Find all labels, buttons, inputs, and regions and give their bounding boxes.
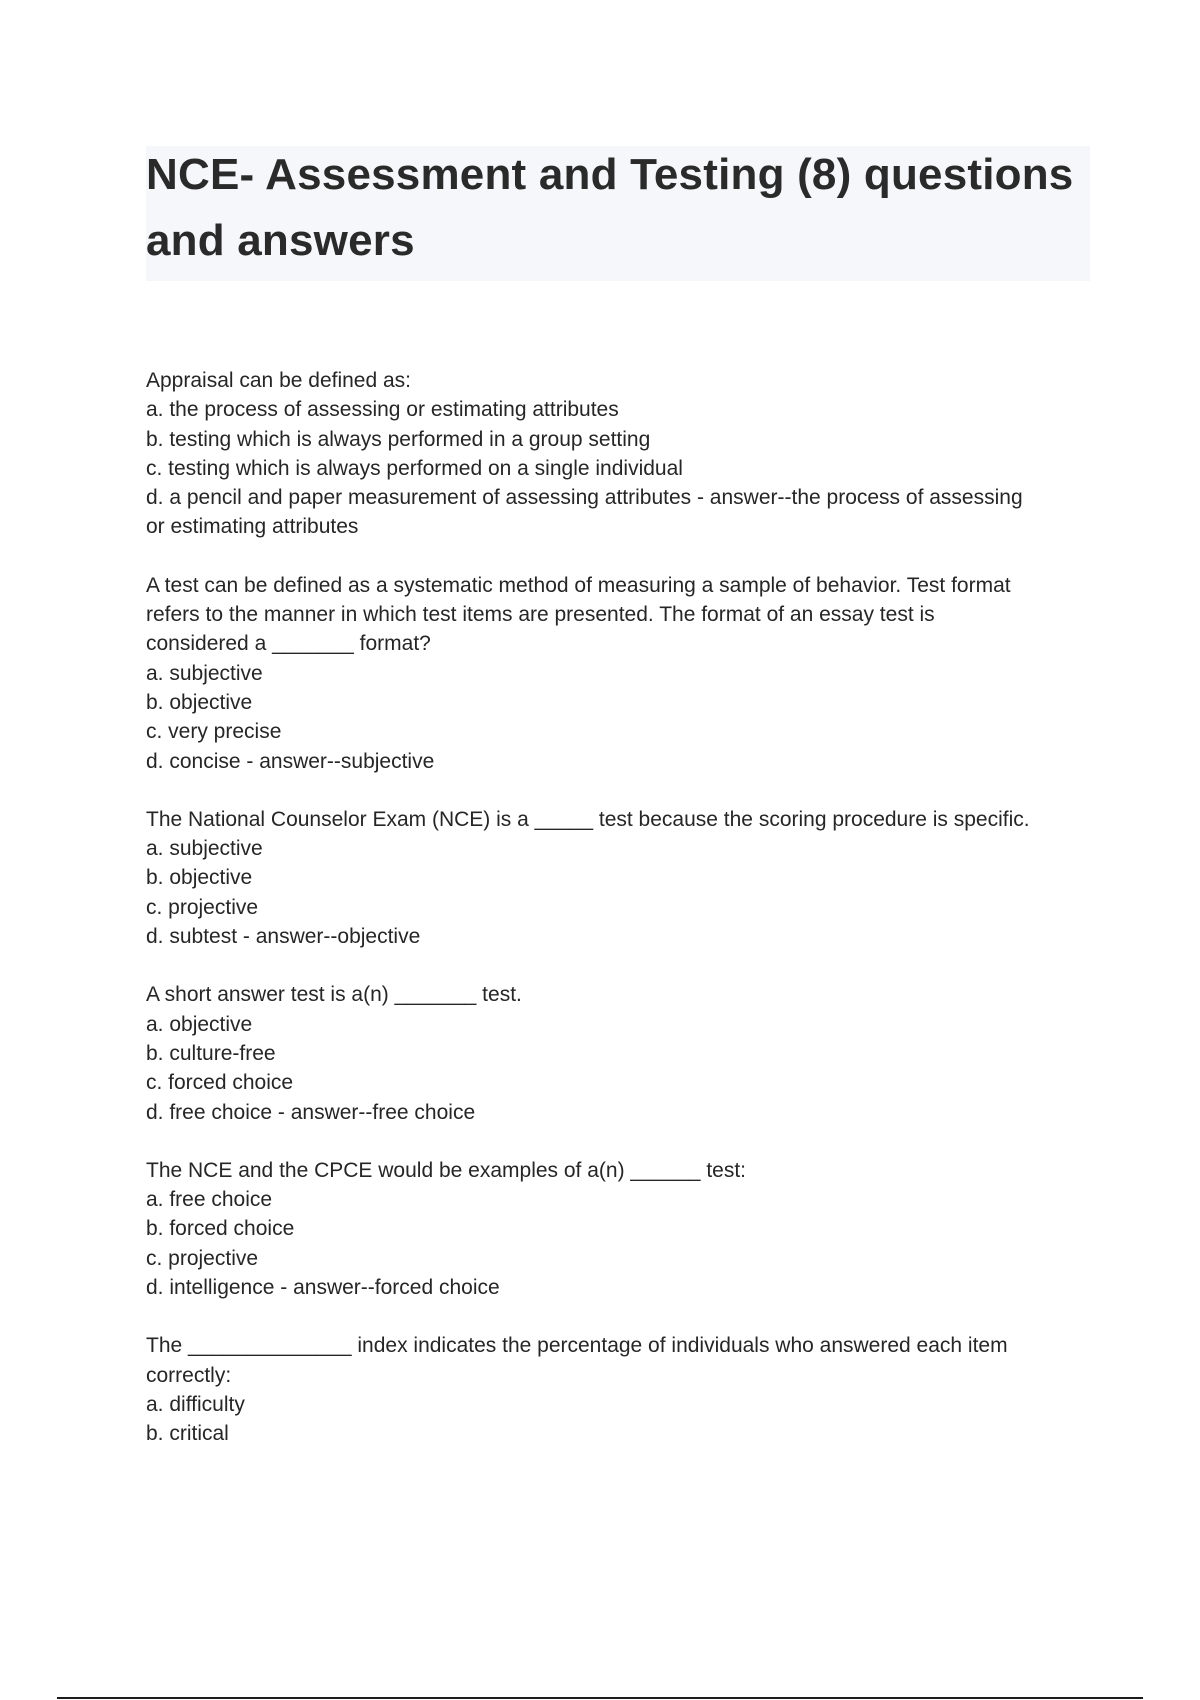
question-line: d. intelligence - answer--forced choice	[146, 1276, 500, 1300]
question-line: c. projective	[146, 1246, 259, 1270]
question-line: a. the process of assessing or estimating attributes	[146, 398, 619, 422]
question-line: c. projective	[146, 895, 259, 919]
question-line: a. subjective	[146, 837, 263, 861]
questions-list	[146, 366, 1086, 1478]
question-block	[146, 1331, 1086, 1448]
question-line: b. critical	[146, 1422, 229, 1446]
page-divider	[57, 1697, 1143, 1699]
question-line: d. concise - answer--subjective	[146, 749, 435, 773]
question-line: b. objective	[146, 866, 253, 890]
question-line: or estimating attributes	[146, 515, 359, 539]
question-line: d. a pencil and paper measurement of assessing attributes - answer--the process of assessing	[146, 486, 1023, 510]
question-line: considered a _______ format?	[146, 632, 431, 656]
question-block	[146, 1156, 1086, 1302]
question-line: The National Counselor Exam (NCE) is a _____ test because the scoring procedure is specific.	[146, 807, 1030, 831]
question-line: a. subjective	[146, 661, 263, 685]
question-line: A test can be defined as a systematic method of measuring a sample of behavior. Test format	[146, 573, 1011, 597]
question-line: b. forced choice	[146, 1217, 295, 1241]
question-block	[146, 805, 1086, 951]
question-line: The NCE and the CPCE would be examples of a(n) ______ test:	[146, 1158, 746, 1182]
question-line: a. difficulty	[146, 1392, 245, 1416]
question-line: a. objective	[146, 1012, 253, 1036]
question-line: c. forced choice	[146, 1071, 294, 1095]
question-line: b. testing which is always performed in a group setting	[146, 427, 651, 451]
question-block	[146, 366, 1086, 542]
question-line: The ______________ index indicates the percentage of individuals who answered each item	[146, 1334, 1008, 1358]
question-line: A short answer test is a(n) _______ test.	[146, 983, 522, 1007]
question-line: b. objective	[146, 690, 253, 714]
question-line: refers to the manner in which test items are presented. The format of an essay test is	[146, 603, 935, 627]
question-block	[146, 571, 1086, 776]
question-line: a. free choice	[146, 1188, 273, 1212]
question-line: b. culture-free	[146, 1041, 276, 1065]
question-line: c. very precise	[146, 720, 282, 744]
document-title: NCE- Assessment and Testing (8) questions and answers	[146, 150, 1074, 265]
question-block	[146, 980, 1086, 1126]
question-line: c. testing which is always performed on a single individual	[146, 456, 683, 480]
question-line: correctly:	[146, 1363, 232, 1387]
question-line: d. free choice - answer--free choice	[146, 1100, 476, 1124]
question-line: Appraisal can be defined as:	[146, 369, 412, 392]
question-line: d. subtest - answer--objective	[146, 925, 421, 949]
